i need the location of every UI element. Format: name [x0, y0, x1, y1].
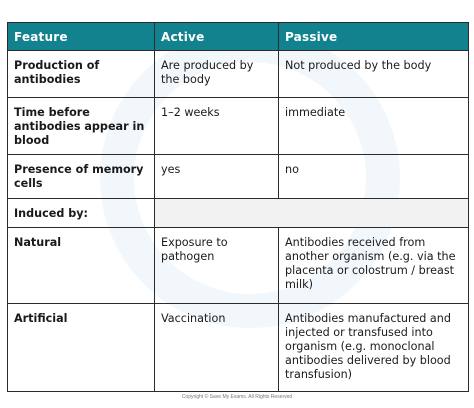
comparison-table — [7, 22, 469, 392]
row-label-natural: Natural — [8, 228, 155, 304]
header-active: Active — [155, 23, 279, 51]
cell-time-active: 1–2 weeks — [155, 98, 279, 155]
cell-memory-active: yes — [155, 155, 279, 199]
row-label-time: Time before antibodies appear in blood — [8, 98, 155, 155]
table-row — [8, 155, 469, 199]
cell-time-passive: immediate — [279, 98, 469, 155]
cell-natural-active: Exposure to pathogen — [155, 228, 279, 304]
table-row — [8, 51, 469, 98]
cell-production-active: Are produced by the body — [155, 51, 279, 98]
cell-artificial-passive: Antibodies manufactured and injected or transfused into organism (e.g. monoclonal antibodies delivered by blood transfusion) — [279, 304, 469, 392]
header-passive: Passive — [279, 23, 469, 51]
table-row — [8, 228, 469, 304]
table-header-row — [8, 23, 469, 51]
header-feature: Feature — [8, 23, 155, 51]
cell-production-passive: Not produced by the body — [279, 51, 469, 98]
row-label-artificial: Artificial — [8, 304, 155, 392]
cell-natural-passive: Antibodies received from another organism (e.g. via the placenta or colostrum / breast milk) — [279, 228, 469, 304]
table-row — [8, 98, 469, 155]
row-label-production: Production of antibodies — [8, 51, 155, 98]
copyright-footer: Copyright © Save My Exams. All Rights Reserved — [181, 394, 293, 400]
table-row-induced — [8, 199, 469, 228]
row-label-induced: Induced by: — [8, 199, 155, 228]
cell-memory-passive: no — [279, 155, 469, 199]
row-label-memory: Presence of memory cells — [8, 155, 155, 199]
cell-artificial-active: Vaccination — [155, 304, 279, 392]
cell-induced-empty — [155, 199, 469, 228]
table-row — [8, 304, 469, 392]
